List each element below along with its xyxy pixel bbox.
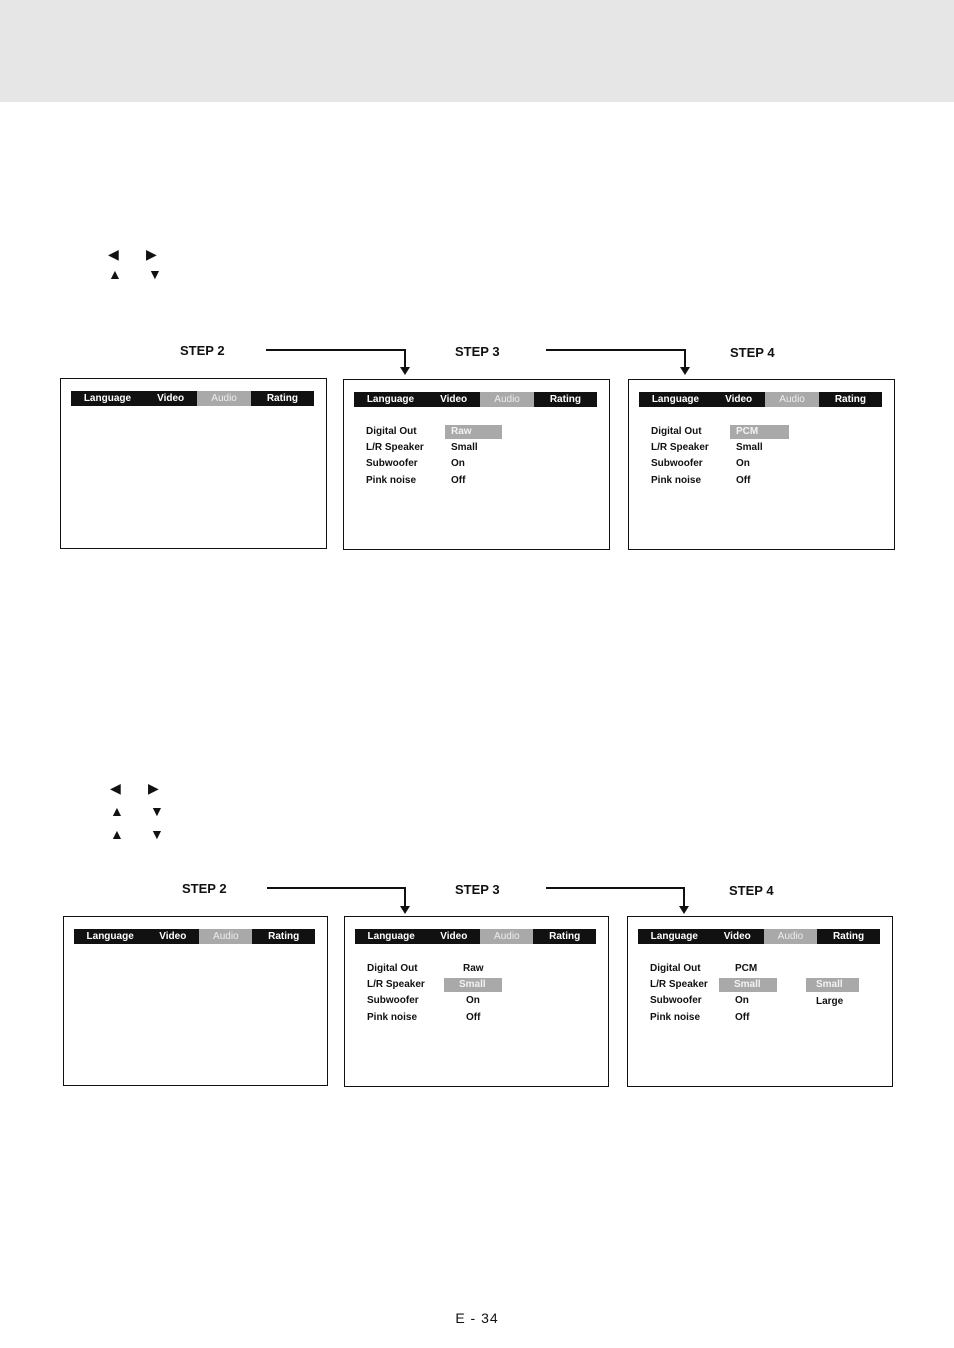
label-digital-out: Digital Out: [651, 426, 702, 437]
screen-s1-step4: [628, 379, 895, 550]
up-arrow-icon: ▲: [110, 826, 124, 842]
up-arrow-icon: ▲: [108, 266, 122, 282]
tab-video: Video: [427, 929, 480, 944]
page-number: E - 34: [455, 1310, 499, 1326]
value-lr-speaker: Small: [736, 442, 763, 453]
tab-video: Video: [712, 392, 765, 407]
value-subwoofer: On: [451, 458, 465, 469]
value-digital-out: PCM: [730, 425, 789, 439]
value-subwoofer: On: [735, 995, 749, 1006]
value-digital-out: Raw: [463, 963, 484, 974]
value-digital-out: Raw: [445, 425, 502, 439]
tab-language: Language: [74, 929, 146, 944]
tab-rating: Rating: [251, 391, 314, 406]
screen-s2-step3: [344, 916, 609, 1087]
option-small: Small: [806, 978, 859, 992]
value-subwoofer: On: [466, 995, 480, 1006]
label-lr-speaker: L/R Speaker: [367, 979, 425, 990]
tab-video: Video: [711, 929, 764, 944]
menu-tabs: [638, 929, 880, 944]
tab-video: Video: [144, 391, 197, 406]
value-lr-speaker: Small: [451, 442, 478, 453]
up-arrow-icon: ▲: [110, 803, 124, 819]
tab-language: Language: [354, 392, 427, 407]
tab-video: Video: [427, 392, 480, 407]
tab-audio: Audio: [765, 392, 818, 407]
tab-video: Video: [146, 929, 199, 944]
value-pink-noise: Off: [451, 475, 466, 486]
tab-language: Language: [355, 929, 427, 944]
label-digital-out: Digital Out: [367, 963, 418, 974]
step-connector: [267, 887, 406, 906]
label-pink-noise: Pink noise: [650, 1012, 701, 1023]
value-pink-noise: Off: [466, 1012, 481, 1023]
down-arrow-icon: ▼: [150, 803, 164, 819]
option-large: Large: [816, 996, 844, 1007]
value-digital-out: PCM: [735, 963, 758, 974]
tab-audio: Audio: [199, 929, 252, 944]
value-pink-noise: Off: [736, 475, 751, 486]
label-pink-noise: Pink noise: [366, 475, 417, 486]
menu-tabs: [74, 929, 315, 944]
tab-audio: Audio: [197, 391, 250, 406]
menu-tabs: [71, 391, 314, 406]
tab-rating: Rating: [533, 929, 596, 944]
value-lr-speaker: Small: [719, 978, 777, 992]
step4-label: STEP 4: [730, 345, 775, 360]
header-band: [0, 0, 954, 102]
step-connector: [266, 349, 406, 367]
value-pink-noise: Off: [735, 1012, 750, 1023]
tab-language: Language: [639, 392, 712, 407]
step4-label: STEP 4: [729, 883, 774, 898]
value-subwoofer: On: [736, 458, 750, 469]
menu-tabs: [354, 392, 597, 407]
label-lr-speaker: L/R Speaker: [651, 442, 709, 453]
screen-s1-step2: [60, 378, 327, 549]
tab-audio: Audio: [480, 929, 533, 944]
label-lr-speaker: L/R Speaker: [650, 979, 708, 990]
tab-language: Language: [638, 929, 711, 944]
step3-label: STEP 3: [455, 344, 500, 359]
right-arrow-icon: ▶: [146, 246, 157, 262]
left-arrow-icon: ◀: [108, 246, 119, 262]
label-subwoofer: Subwoofer: [651, 458, 703, 469]
step2-label: STEP 2: [182, 881, 227, 896]
step3-label: STEP 3: [455, 882, 500, 897]
menu-tabs: [355, 929, 596, 944]
step2-label: STEP 2: [180, 343, 225, 358]
tab-rating: Rating: [819, 392, 882, 407]
screen-s2-step2: [63, 916, 328, 1086]
tab-audio: Audio: [480, 392, 533, 407]
label-subwoofer: Subwoofer: [367, 995, 419, 1006]
step-connector: [546, 887, 685, 906]
label-subwoofer: Subwoofer: [366, 458, 418, 469]
value-lr-speaker: Small: [444, 978, 502, 992]
screen-s2-step4: [627, 916, 893, 1087]
label-lr-speaker: L/R Speaker: [366, 442, 424, 453]
tab-rating: Rating: [534, 392, 597, 407]
tab-rating: Rating: [817, 929, 880, 944]
label-digital-out: Digital Out: [366, 426, 417, 437]
tab-rating: Rating: [252, 929, 315, 944]
menu-tabs: [639, 392, 882, 407]
left-arrow-icon: ◀: [110, 780, 121, 796]
down-arrow-icon: ▼: [150, 826, 164, 842]
step-connector: [546, 349, 686, 367]
label-subwoofer: Subwoofer: [650, 995, 702, 1006]
label-pink-noise: Pink noise: [367, 1012, 418, 1023]
down-arrow-icon: ▼: [148, 266, 162, 282]
tab-audio: Audio: [764, 929, 817, 944]
screen-s1-step3: [343, 379, 610, 550]
label-digital-out: Digital Out: [650, 963, 701, 974]
right-arrow-icon: ▶: [148, 780, 159, 796]
tab-language: Language: [71, 391, 144, 406]
label-pink-noise: Pink noise: [651, 475, 702, 486]
